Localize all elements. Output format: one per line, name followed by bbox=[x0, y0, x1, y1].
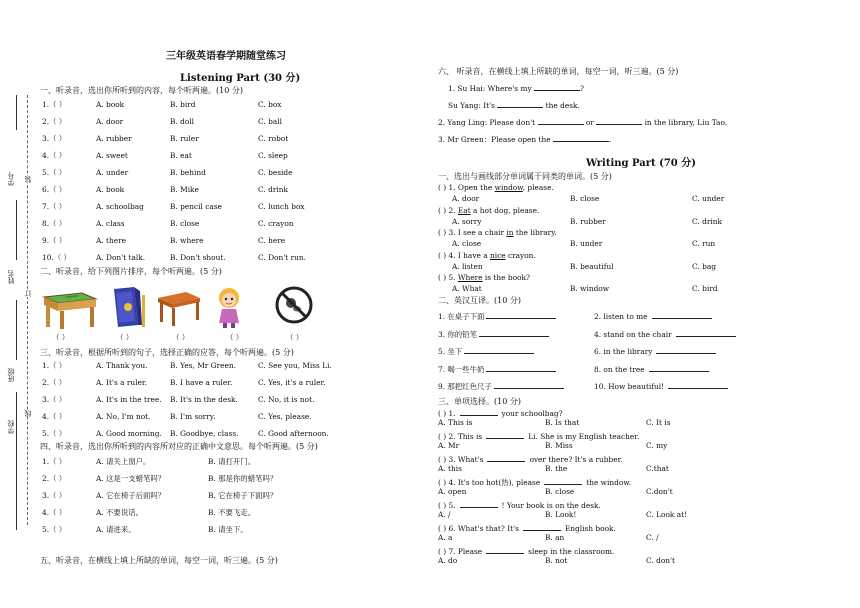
answer-blank[interactable] bbox=[656, 345, 716, 354]
option-b: B. beautiful bbox=[570, 261, 614, 271]
option-b: B. Mike bbox=[170, 185, 199, 194]
answer-blank[interactable] bbox=[486, 363, 556, 372]
question-stem bbox=[438, 228, 557, 238]
listening-section-1-title: 一、听录音，选出你所听到的内容，每个听两遍。(10 分) bbox=[40, 86, 243, 95]
listening-section-4-title: 四、听录音，选出你所听到的内容所对应的正确中文意思。每个听两遍。(5 分) bbox=[40, 442, 318, 451]
question-number[interactable]: 3.（ ） bbox=[42, 134, 67, 143]
question-stem bbox=[438, 206, 539, 216]
question-number[interactable]: ( ) 2. This is bbox=[438, 432, 483, 441]
option-b: B. 它在椅子下面吗？ bbox=[208, 491, 278, 500]
writing-section-2-title: 二、英汉互译。(10 分) bbox=[438, 296, 521, 305]
question-number[interactable]: ( ) 7. Please bbox=[438, 547, 483, 556]
question-stem bbox=[438, 476, 631, 488]
picture-order-blank[interactable]: （ ） bbox=[116, 333, 134, 342]
binding-margin bbox=[0, 0, 40, 608]
option-a: A. 不要说话。 bbox=[96, 508, 143, 517]
underlined-word: window bbox=[494, 183, 523, 192]
option-a: A. 请关上窗户。 bbox=[96, 457, 151, 466]
option-b: B. behind bbox=[170, 168, 206, 177]
answer-blank[interactable] bbox=[553, 133, 609, 142]
option-b: B. an bbox=[545, 533, 565, 542]
stem-text: the library. bbox=[513, 228, 557, 237]
question-number[interactable]: ( ) 5. bbox=[438, 501, 456, 510]
option-b: B. Miss bbox=[545, 441, 573, 450]
option-b: B. close bbox=[170, 219, 200, 228]
option-a: A. Don't talk. bbox=[96, 253, 146, 262]
translation-item bbox=[594, 328, 736, 340]
option-a: A. book bbox=[96, 185, 125, 194]
option-b: B. under bbox=[570, 239, 603, 248]
option-c: C. drink bbox=[692, 216, 722, 226]
question-stem bbox=[438, 251, 536, 261]
question-number[interactable]: ( ) 6. What's that? It's bbox=[438, 524, 519, 533]
option-b: B. Yes, Mr Green. bbox=[170, 361, 236, 370]
answer-blank[interactable] bbox=[487, 453, 525, 462]
stem-text: I see a chair bbox=[457, 228, 507, 237]
option-c: C.don't bbox=[646, 487, 673, 496]
question-number[interactable]: 5.（ ） bbox=[42, 168, 67, 177]
option-c: C. bag bbox=[692, 261, 716, 271]
option-c: C. crayon bbox=[258, 219, 294, 228]
answer-blank[interactable] bbox=[460, 499, 498, 508]
fill-line-1: 1. Su Hai: Where's my ? bbox=[448, 84, 584, 93]
listening-section-3-title: 三、听录音，根据所听到的句子，选择正确的应答，每个听两遍。(5 分) bbox=[40, 348, 294, 357]
translation-prompt: 3. 你的铅笔 bbox=[438, 329, 477, 339]
option-a: A. class bbox=[96, 219, 125, 228]
option-b: B. 请坐下。 bbox=[208, 525, 248, 534]
writing-section-3-title: 三、单项选择。(10 分) bbox=[438, 397, 521, 406]
option-b: B. Don't shout. bbox=[170, 253, 226, 262]
option-b: B. Look! bbox=[545, 510, 577, 519]
picture-order-blank[interactable]: （ ） bbox=[52, 333, 70, 342]
option-b: B. Goodbye, class. bbox=[170, 429, 239, 438]
option-b: B. doll bbox=[170, 117, 195, 126]
option-c: C. Good afternoon. bbox=[258, 429, 329, 438]
listening-section-5-title: 五、听录音，在横线上填上所缺的单词，每空一词，听三遍。(5 分) bbox=[40, 556, 278, 565]
option-a: A. It's in the tree. bbox=[96, 395, 162, 404]
option-c: C. It is bbox=[646, 418, 671, 427]
no-littering-sign bbox=[274, 285, 314, 325]
option-a: A. 这是一支蜡笔吗？ bbox=[96, 474, 166, 483]
question-number[interactable]: 10.（ ） bbox=[42, 253, 71, 262]
translation-prompt: 9. 那把红色尺子 bbox=[438, 382, 492, 391]
class-label: 班级 bbox=[7, 368, 15, 382]
option-b: B. Is that bbox=[545, 418, 580, 427]
answer-blank[interactable] bbox=[534, 82, 580, 91]
option-b: B. ruler bbox=[170, 134, 199, 143]
option-c: C. sleep bbox=[258, 151, 288, 160]
option-a: A. sorry bbox=[452, 216, 482, 226]
underlined-word: in bbox=[506, 228, 514, 237]
question-number[interactable]: 5.（ ） bbox=[42, 429, 67, 438]
question-number[interactable]: 1.（ ） bbox=[42, 457, 67, 466]
option-b: B. It's in the desk. bbox=[170, 395, 238, 404]
underlined-word: nice bbox=[489, 250, 506, 260]
question-number[interactable]: 5.（ ） bbox=[42, 525, 67, 534]
option-a: A. No, I'm not. bbox=[96, 412, 151, 421]
question-stem bbox=[438, 545, 614, 557]
answer-blank[interactable] bbox=[460, 407, 498, 416]
option-a: A. door bbox=[96, 117, 124, 126]
answer-blank[interactable] bbox=[649, 363, 709, 372]
answer-blank[interactable] bbox=[544, 476, 582, 485]
listening-heading: Listening Part (30 分) bbox=[180, 73, 301, 84]
answer-blank[interactable] bbox=[652, 310, 712, 319]
question-stem bbox=[438, 499, 601, 511]
book-picture bbox=[108, 285, 148, 330]
translation-item bbox=[594, 363, 709, 375]
option-c: C. my bbox=[646, 441, 668, 450]
student-number-label: 学号 bbox=[7, 172, 15, 186]
option-a: A. What bbox=[452, 284, 482, 293]
option-c: C. bird bbox=[692, 284, 718, 293]
option-c: C. run bbox=[692, 239, 716, 248]
listening-section-2-title: 二、听录音，给下列图片排序，每个听两遍。(5 分) bbox=[40, 267, 222, 276]
answer-blank[interactable] bbox=[464, 345, 534, 354]
option-c: C. No, it is not. bbox=[258, 395, 315, 404]
translation-prompt: 6. in the library bbox=[594, 347, 653, 356]
answer-blank[interactable] bbox=[486, 545, 524, 554]
picture-order-blank[interactable]: （ ） bbox=[286, 333, 304, 342]
question-number[interactable]: ( ) 4. bbox=[438, 250, 456, 260]
translation-item bbox=[594, 310, 712, 322]
option-a: A. schoolbag bbox=[96, 202, 144, 211]
translation-prompt: 1. 在桌子下面 bbox=[438, 312, 485, 321]
answer-blank[interactable] bbox=[497, 99, 543, 108]
option-b: B. 请打开门。 bbox=[208, 457, 256, 466]
answer-blank[interactable] bbox=[486, 430, 524, 439]
option-a: A. 请进来。 bbox=[96, 525, 136, 534]
option-a: A. listen bbox=[452, 261, 483, 271]
option-b: B. the bbox=[545, 464, 568, 473]
stem-text: crayon. bbox=[505, 250, 536, 260]
writing-section-1-title: 一、选出与画线部分单词属于同类的单词。(5 分) bbox=[438, 172, 612, 181]
option-c: C. box bbox=[258, 100, 282, 109]
answer-blank[interactable] bbox=[486, 310, 556, 319]
question-number[interactable]: 8.（ ） bbox=[42, 219, 67, 228]
option-a: A. a bbox=[438, 533, 453, 542]
question-number[interactable]: 4.（ ） bbox=[42, 412, 67, 421]
option-a: A. sweet bbox=[96, 151, 128, 160]
answer-blank[interactable] bbox=[523, 522, 561, 531]
translation-prompt: 5. 坐下 bbox=[438, 347, 463, 356]
question-number[interactable]: ( ) 3. bbox=[438, 228, 456, 237]
binding-line bbox=[16, 450, 17, 530]
seal-char: 装 bbox=[24, 176, 32, 183]
stem-text: ! Your book is on the desk. bbox=[501, 501, 601, 510]
option-b: B. close bbox=[570, 194, 600, 203]
underlined-word: Eat bbox=[457, 205, 471, 215]
option-c: C. Yes, it's a ruler. bbox=[258, 378, 326, 387]
option-a: A. close bbox=[452, 239, 482, 248]
question-number[interactable]: ( ) 1. bbox=[438, 409, 456, 418]
option-a: A. Good morning. bbox=[96, 429, 162, 438]
option-c: C. robot bbox=[258, 134, 289, 143]
option-b: B. eat bbox=[170, 151, 192, 160]
seal-char: 线 bbox=[24, 410, 32, 417]
option-a: A. Thank you. bbox=[96, 361, 148, 370]
option-c: C. don't bbox=[646, 556, 676, 565]
question-number[interactable]: 6.（ ） bbox=[42, 185, 67, 194]
stem-text: , please. bbox=[522, 183, 554, 192]
option-b: B. close bbox=[545, 487, 575, 496]
girl-picture bbox=[214, 285, 244, 330]
answer-blank[interactable] bbox=[479, 328, 549, 337]
stem-text: English book. bbox=[564, 524, 616, 533]
question-number[interactable]: ( ) 4. It's too hot(热), please bbox=[438, 478, 541, 487]
option-a: A. there bbox=[96, 236, 127, 245]
option-c: C. lunch box bbox=[258, 202, 305, 211]
picture-order-blank[interactable]: （ ） bbox=[226, 333, 244, 342]
question-number[interactable]: 1.（ ） bbox=[42, 100, 67, 109]
question-stem bbox=[438, 183, 554, 193]
option-a: A. 它在椅子后面吗？ bbox=[96, 491, 166, 500]
option-c: C. Yes, please. bbox=[258, 412, 312, 421]
answer-blank[interactable] bbox=[494, 380, 564, 389]
option-c: C.that bbox=[646, 464, 669, 473]
stem-text: is the book? bbox=[482, 273, 530, 282]
option-c: C. drink bbox=[258, 185, 288, 194]
option-b: B. not bbox=[545, 556, 568, 565]
fill-line-2: Su Yang: It's the desk. bbox=[448, 101, 580, 110]
option-c: C. See you, Miss Li. bbox=[258, 361, 332, 370]
translation-prompt: 2. listen to me bbox=[594, 312, 648, 321]
stem-text: over there? It's a rubber. bbox=[529, 455, 623, 464]
question-stem bbox=[438, 522, 616, 534]
seal-char: 订 bbox=[24, 290, 32, 297]
translation-prompt: 4. stand on the chair bbox=[594, 329, 672, 339]
question-number[interactable]: 7.（ ） bbox=[42, 202, 67, 211]
option-a: A. do bbox=[438, 556, 458, 565]
option-b: B. rubber bbox=[570, 216, 606, 226]
desk-picture bbox=[42, 285, 98, 330]
answer-blank[interactable] bbox=[596, 116, 642, 125]
translation-item bbox=[438, 328, 549, 340]
option-a: A. / bbox=[438, 510, 451, 519]
question-number[interactable]: 2.（ ） bbox=[42, 378, 67, 387]
question-stem bbox=[438, 273, 530, 283]
answer-blank[interactable] bbox=[538, 116, 584, 125]
binding-line bbox=[16, 300, 17, 360]
translation-item bbox=[438, 345, 534, 357]
option-b: B. window bbox=[570, 284, 610, 293]
option-a: A. under bbox=[96, 168, 129, 177]
stem-text: a hot dog, please. bbox=[470, 205, 540, 215]
question-number[interactable]: 3.（ ） bbox=[42, 395, 67, 404]
binding-line bbox=[16, 200, 17, 260]
writing-heading: Writing Part (70 分) bbox=[586, 158, 696, 169]
name-label: 姓名 bbox=[7, 270, 15, 284]
option-b: B. where bbox=[170, 236, 204, 245]
option-c: C. Don't run. bbox=[258, 253, 306, 262]
fill-line-3: 2. Yang Ling: Please don't or in the library, Liu Tao. bbox=[438, 118, 728, 127]
stem-text: sleep in the classroom. bbox=[528, 547, 615, 556]
picture-order-blank[interactable]: （ ） bbox=[172, 333, 190, 342]
option-a: A. open bbox=[438, 487, 467, 496]
answer-blank[interactable] bbox=[676, 328, 736, 337]
question-stem bbox=[438, 453, 623, 465]
question-number[interactable]: ( ) 1. bbox=[438, 183, 456, 192]
option-a: A. door bbox=[452, 194, 480, 203]
listening-section-6-title: 六、 听录音，在横线上填上所缺的单词，每空一词，听三遍。(5 分) bbox=[438, 67, 679, 76]
translation-item bbox=[594, 345, 716, 357]
translation-item bbox=[594, 380, 728, 392]
option-b: B. 不要飞走。 bbox=[208, 508, 256, 517]
question-number[interactable]: ( ) 2. bbox=[438, 205, 456, 215]
translation-prompt: 10. How beautiful! bbox=[594, 382, 665, 391]
translation-item bbox=[438, 363, 556, 375]
option-c: C. / bbox=[646, 533, 659, 542]
question-number[interactable]: ( ) 3. What's bbox=[438, 455, 484, 464]
question-number[interactable]: 9.（ ） bbox=[42, 236, 67, 245]
underlined-word: Where bbox=[457, 273, 483, 282]
table-picture bbox=[156, 288, 202, 328]
option-b: B. I'm sorry. bbox=[170, 412, 216, 421]
question-stem bbox=[438, 430, 639, 442]
seal-dashed-line bbox=[27, 95, 28, 525]
exam-title: 三年级英语春学期随堂练习 bbox=[166, 51, 286, 62]
option-c: C. ball bbox=[258, 117, 282, 126]
translation-item bbox=[438, 380, 564, 392]
option-a: A. book bbox=[96, 100, 125, 109]
option-c: C. here bbox=[258, 236, 286, 245]
translation-prompt: 7. 喝一些牛奶 bbox=[438, 364, 485, 374]
option-a: A. this bbox=[438, 464, 462, 473]
binding-line bbox=[16, 95, 17, 130]
stem-text: Open the bbox=[457, 183, 495, 192]
stem-text: the window. bbox=[586, 478, 632, 487]
option-a: A. It's a ruler. bbox=[96, 378, 147, 387]
translation-item bbox=[438, 310, 556, 322]
option-a: A. Mr bbox=[438, 441, 460, 450]
option-b: B. bird bbox=[170, 100, 196, 109]
option-a: A. rubber bbox=[96, 134, 132, 143]
school-label: 学校 bbox=[7, 420, 15, 434]
option-b: B. pencil case bbox=[170, 202, 222, 211]
question-number[interactable]: ( ) 5. bbox=[438, 273, 456, 282]
question-number[interactable]: 1.（ ） bbox=[42, 361, 67, 370]
option-c: C. under bbox=[692, 194, 725, 203]
question-number[interactable]: 2.（ ） bbox=[42, 474, 67, 483]
question-number[interactable]: 2.（ ） bbox=[42, 117, 67, 126]
stem-text: your schoolbag? bbox=[501, 409, 563, 418]
fill-line-4: 3. Mr Green：Please open the . bbox=[438, 135, 612, 144]
option-b: B. I have a ruler. bbox=[170, 378, 233, 387]
stem-text: Li. She is my English teacher. bbox=[528, 432, 640, 441]
option-c: C. Look at! bbox=[646, 510, 688, 519]
option-b: B. 那是你的蜡笔吗？ bbox=[208, 474, 278, 483]
answer-blank[interactable] bbox=[668, 380, 728, 389]
question-number[interactable]: 3.（ ） bbox=[42, 491, 67, 500]
option-c: C. beside bbox=[258, 168, 293, 177]
option-a: A. This is bbox=[438, 418, 473, 427]
question-number[interactable]: 4.（ ） bbox=[42, 508, 67, 517]
binding-line bbox=[16, 392, 17, 452]
question-number[interactable]: 4.（ ） bbox=[42, 151, 67, 160]
stem-text: I have a bbox=[457, 250, 490, 260]
translation-prompt: 8. on the tree bbox=[594, 364, 645, 374]
